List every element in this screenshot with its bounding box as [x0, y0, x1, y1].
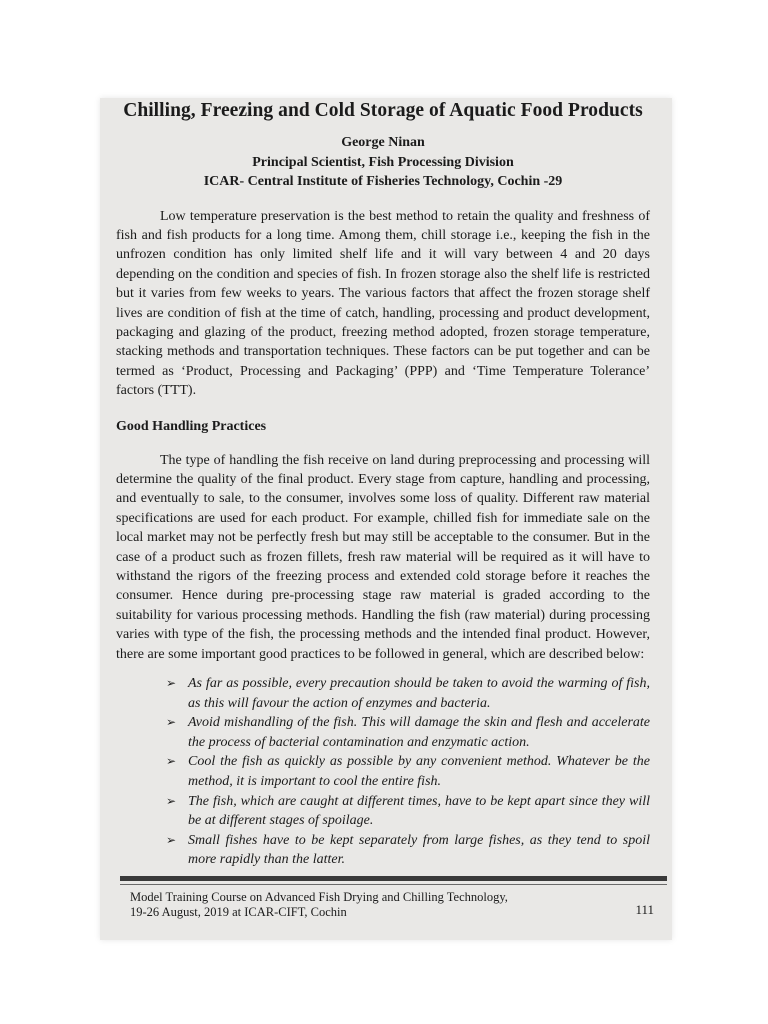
- list-item-text: The fish, which are caught at different times, have to be kept apart since they will be at different stages of spoilage.: [188, 793, 650, 829]
- page-number: 111: [635, 902, 654, 917]
- author-institute: ICAR- Central Institute of Fisheries Technology, Cochin -29: [203, 174, 563, 189]
- page-footer: [130, 890, 660, 920]
- arrow-bullet-icon: ➢: [166, 793, 177, 808]
- list-item: [166, 674, 650, 713]
- list-item: [166, 752, 650, 791]
- list-item-text: Avoid mishandling of the fish. This will damage the skin and flesh and accelerate the process of bacterial contamination and enzymatic action.: [188, 715, 650, 750]
- section-heading: Good Handling Practices: [116, 418, 267, 434]
- document-page: [100, 98, 672, 940]
- author-block: [116, 133, 650, 192]
- footer-date-line: 19-26 August, 2019 at ICAR-CIFT, Cochin: [130, 905, 347, 919]
- intro-paragraph: Low temperature preservation is the best method to retain the quality and freshness of fish and fish products for a long time. Among them, chill storage i.e., keeping the fish in the unfrozen condition has only limited shelf life and it will vary between 4 and 20 days depending on the condition and species of fish. In frozen storage also the shelf life is restricted but it varies from few weeks to years. The various factors that affect the frozen storage shelf lives are condition of fish at the time of catch, handling, processing and product development, packaging and glazing of the product, freezing method adopted, frozen storage temperature, stacking methods and transportation techniques. These factors can be put together and can be termed as ‘Product, Processing and Packaging’ (PPP) and ‘Time Temperature Tolerance’ factors (TTT).: [116, 208, 650, 399]
- arrow-bullet-icon: ➢: [166, 715, 177, 730]
- list-item-text: Small fishes have to be kept separately from large fishes, as they tend to spoil more rapidly than the latter.: [188, 832, 650, 868]
- list-item: [166, 713, 650, 752]
- footer-rule-thick: [120, 876, 667, 881]
- author-position: Principal Scientist, Fish Processing Division: [252, 154, 514, 170]
- footer-rule-thin: [120, 884, 667, 885]
- list-item: [166, 831, 650, 870]
- list-item-text: As far as possible, every precaution should be taken to avoid the warming of fish, as this will favour the action of enzymes and bacteria.: [188, 676, 650, 711]
- section-paragraph: The type of handling the fish receive on land during preprocessing and processing will determine the quality of the final product. Every stage from capture, handling and processing, and eventually to sale, to the consumer, involves some loss of quality. Different raw material specifications are used for each product. For example, chilled fish for immediate sale on the local market may not be perfectly fresh but may still be acceptable to the consumer. But in the case of a product such as frozen fillets, fresh raw material will be required as it will have to withstand the rigors of the freezing process and extended cold storage before it reaches the consumer. Hence during pre-processing stage raw material is graded according to the suitability for various processing methods. Handling the fish (raw material) during processing varies with type of the fish, the processing methods and the intended final product. However, there are some important good practices to be followed in general, which are described below:: [116, 452, 650, 662]
- list-item: [166, 792, 650, 831]
- author-name: George Ninan: [341, 135, 425, 150]
- footer-course-line: Model Training Course on Advanced Fish Drying and Chilling Technology,: [130, 890, 508, 904]
- list-item-text: Cool the fish as quickly as possible by any convenient method. Whatever be the method, it is important to cool the entire fish.: [188, 754, 650, 789]
- arrow-bullet-icon: ➢: [166, 832, 177, 847]
- document-title: Chilling, Freezing and Cold Storage of Aquatic Food Products: [123, 100, 643, 121]
- arrow-bullet-icon: ➢: [166, 676, 177, 691]
- practices-list: [116, 674, 650, 870]
- page-content: [116, 98, 650, 870]
- arrow-bullet-icon: ➢: [166, 754, 177, 769]
